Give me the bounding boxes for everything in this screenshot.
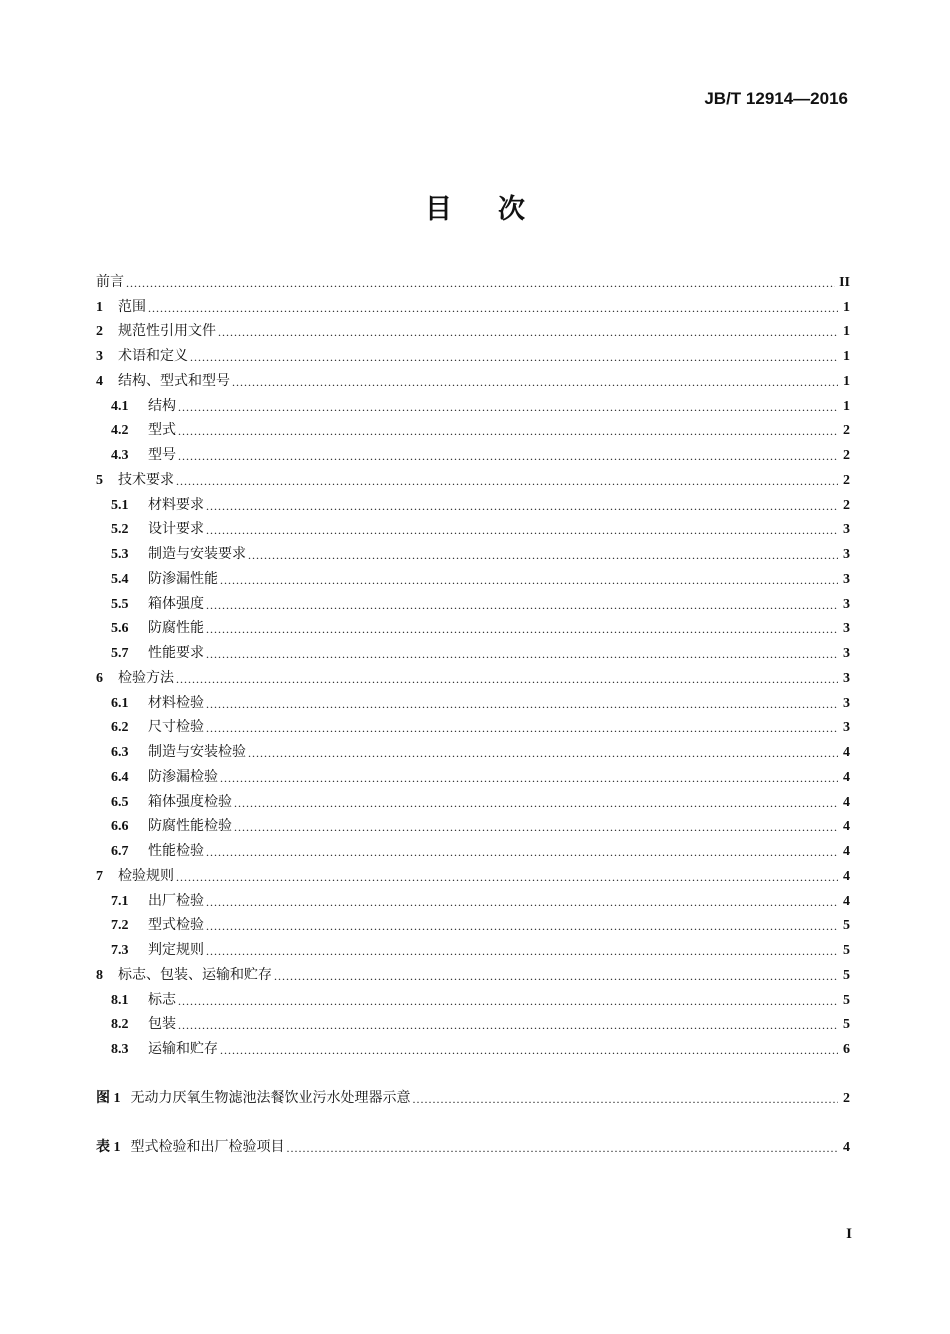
dot-leader bbox=[220, 573, 838, 588]
toc-entry[interactable] bbox=[96, 390, 850, 415]
toc-entry[interactable] bbox=[96, 415, 850, 440]
dot-leader bbox=[148, 301, 838, 316]
entry-page: 4 bbox=[843, 1140, 850, 1155]
entry-label: 前言 bbox=[96, 273, 124, 290]
entry-page: 5 bbox=[843, 918, 850, 934]
entry-page: 4 bbox=[843, 868, 850, 884]
entry-number: 7.3 bbox=[111, 943, 129, 958]
dot-leader bbox=[234, 796, 838, 811]
dot-leader bbox=[206, 919, 838, 934]
title-part-2: 次 bbox=[498, 194, 525, 225]
entry-page: 2 bbox=[843, 1091, 850, 1106]
entry-number: 5.1 bbox=[111, 497, 129, 513]
entry-number: 6.4 bbox=[111, 769, 129, 785]
entry-number: 5.6 bbox=[111, 621, 129, 637]
entry-label: 设计要求 bbox=[148, 521, 204, 538]
toc-entry[interactable] bbox=[96, 1033, 850, 1058]
dot-leader bbox=[178, 424, 838, 439]
entry-label: 检验方法 bbox=[118, 669, 174, 686]
entry-label: 出厂检验 bbox=[148, 892, 204, 909]
entry-number: 6.3 bbox=[111, 745, 129, 760]
entry-number: 6.6 bbox=[111, 819, 129, 835]
entry-number: 5 bbox=[96, 472, 103, 488]
entry-page: 1 bbox=[843, 349, 850, 364]
entry-page: 2 bbox=[843, 448, 850, 463]
entry-page: 4 bbox=[843, 893, 850, 909]
entry-label: 判定规则 bbox=[148, 942, 204, 958]
page-number: I bbox=[846, 1226, 852, 1242]
entry-number: 2 bbox=[96, 324, 103, 340]
toc-entry[interactable] bbox=[96, 1009, 850, 1034]
toc-entry[interactable] bbox=[96, 910, 850, 935]
entry-page: 5 bbox=[843, 992, 850, 1008]
dot-leader bbox=[126, 276, 835, 291]
entry-label: 包装 bbox=[148, 1016, 176, 1033]
entry-number: 7.1 bbox=[111, 893, 129, 909]
entry-page: 3 bbox=[843, 522, 850, 538]
toc-entry[interactable] bbox=[96, 885, 850, 910]
entry-page: 4 bbox=[843, 769, 850, 785]
entry-label: 型号 bbox=[148, 447, 176, 463]
toc-entry[interactable] bbox=[96, 514, 850, 539]
entry-number: 5.2 bbox=[111, 522, 129, 538]
entry-label: 性能要求 bbox=[148, 645, 204, 661]
entry-number: 3 bbox=[96, 349, 103, 364]
entry-label: 制造与安装检验 bbox=[148, 744, 246, 760]
entry-number: 4.2 bbox=[111, 423, 129, 439]
dot-leader bbox=[206, 944, 838, 959]
entry-number: 6.2 bbox=[111, 720, 129, 736]
toc-entry[interactable] bbox=[96, 934, 850, 959]
entry-page: 4 bbox=[843, 794, 850, 810]
entry-page: 3 bbox=[843, 695, 850, 711]
entry-number: 4.3 bbox=[111, 448, 129, 463]
entry-number: 6.5 bbox=[111, 794, 129, 810]
toc-entry[interactable] bbox=[96, 761, 850, 786]
toc-entry[interactable] bbox=[96, 811, 850, 836]
entry-number: 7.2 bbox=[111, 918, 129, 934]
toc-entry[interactable] bbox=[96, 1132, 850, 1156]
entry-number: 1 bbox=[96, 299, 103, 315]
entry-page: 1 bbox=[843, 324, 850, 340]
entry-label: 材料检验 bbox=[148, 694, 204, 711]
toc-entry[interactable] bbox=[96, 1083, 850, 1107]
entry-number: 4 bbox=[96, 373, 103, 389]
entry-page: 1 bbox=[843, 398, 850, 414]
entry-number: 8.3 bbox=[111, 1042, 129, 1057]
toc-entry[interactable] bbox=[96, 786, 850, 811]
entry-label: 结构 bbox=[148, 397, 176, 414]
toc-entry[interactable] bbox=[96, 712, 850, 737]
entry-page: 2 bbox=[843, 423, 850, 439]
entry-page: 3 bbox=[843, 720, 850, 736]
dot-leader bbox=[176, 672, 838, 687]
toc-entry[interactable] bbox=[96, 365, 850, 390]
dot-leader bbox=[248, 548, 838, 563]
dot-leader bbox=[248, 746, 838, 761]
entry-page: 6 bbox=[843, 1042, 850, 1057]
dot-leader bbox=[234, 820, 838, 835]
entry-label: 箱体强度 bbox=[148, 595, 204, 612]
entry-page: 4 bbox=[843, 819, 850, 835]
entry-page: 2 bbox=[843, 497, 850, 513]
dot-leader bbox=[413, 1092, 839, 1107]
dot-leader bbox=[190, 350, 838, 365]
entry-label: 型式检验和出厂检验项目 bbox=[130, 1139, 285, 1155]
table-of-contents bbox=[96, 266, 850, 1058]
dot-leader bbox=[287, 1141, 839, 1156]
entry-page: 3 bbox=[843, 571, 850, 587]
entry-label: 标志、包装、运输和贮存 bbox=[118, 966, 272, 983]
title-part-1: 目 bbox=[425, 194, 452, 225]
dot-leader bbox=[206, 845, 838, 860]
dot-leader bbox=[176, 870, 838, 885]
entry-label: 术语和定义 bbox=[118, 348, 188, 364]
toc-entry[interactable] bbox=[96, 984, 850, 1009]
dot-leader bbox=[206, 622, 838, 637]
entry-label: 箱体强度检验 bbox=[148, 793, 232, 810]
dot-leader bbox=[274, 969, 838, 984]
entry-label: 防渗漏性能 bbox=[148, 570, 218, 587]
entry-page: 5 bbox=[843, 943, 850, 958]
entry-label: 技术要求 bbox=[118, 471, 174, 488]
toc-entry[interactable] bbox=[96, 489, 850, 514]
dot-leader bbox=[178, 400, 838, 415]
entry-prefix: 表 1 bbox=[96, 1140, 121, 1155]
entry-page: 3 bbox=[843, 547, 850, 562]
entry-number: 5.7 bbox=[111, 646, 129, 661]
entry-label: 防腐性能 bbox=[148, 620, 204, 637]
dot-leader bbox=[206, 598, 838, 613]
entry-page: 3 bbox=[843, 646, 850, 661]
dot-leader bbox=[232, 375, 838, 390]
entry-number: 8.2 bbox=[111, 1017, 129, 1033]
dot-leader bbox=[178, 994, 838, 1009]
toc-entry[interactable] bbox=[96, 439, 850, 464]
entry-page: 4 bbox=[843, 745, 850, 760]
entry-label: 范围 bbox=[118, 298, 146, 315]
toc-entry[interactable] bbox=[96, 860, 850, 885]
entry-page: 1 bbox=[843, 373, 850, 389]
dot-leader bbox=[176, 474, 838, 489]
entry-label: 防渗漏检验 bbox=[148, 768, 218, 785]
entry-label: 运输和贮存 bbox=[148, 1041, 218, 1057]
entry-label: 型式 bbox=[148, 422, 176, 439]
entry-page: 5 bbox=[843, 1017, 850, 1033]
toc-entry[interactable] bbox=[96, 563, 850, 588]
entry-label: 材料要求 bbox=[148, 496, 204, 513]
entry-page: 4 bbox=[843, 844, 850, 859]
entry-label: 结构、型式和型号 bbox=[118, 372, 230, 389]
toc-entry[interactable] bbox=[96, 316, 850, 341]
entry-number: 7 bbox=[96, 868, 103, 884]
toc-entry[interactable] bbox=[96, 588, 850, 613]
dot-leader bbox=[178, 449, 838, 464]
standard-number: JB/T 12914—2016 bbox=[704, 89, 848, 108]
dot-leader bbox=[206, 647, 838, 662]
entry-page: 3 bbox=[843, 621, 850, 637]
toc-entry[interactable] bbox=[96, 613, 850, 638]
dot-leader bbox=[206, 895, 838, 910]
entry-label: 标志 bbox=[148, 991, 176, 1008]
dot-leader bbox=[206, 721, 838, 736]
entry-label: 型式检验 bbox=[148, 917, 204, 934]
dot-leader bbox=[178, 1018, 838, 1033]
entry-label: 尺寸检验 bbox=[148, 719, 204, 736]
dot-leader bbox=[218, 325, 838, 340]
toc-entry[interactable] bbox=[96, 340, 850, 365]
entry-label: 检验规则 bbox=[118, 867, 174, 884]
entry-number: 6 bbox=[96, 670, 103, 686]
entry-page: 1 bbox=[843, 299, 850, 315]
entry-number: 8.1 bbox=[111, 992, 129, 1008]
entry-number: 8 bbox=[96, 967, 103, 983]
dot-leader bbox=[206, 523, 838, 538]
entry-number: 5.3 bbox=[111, 547, 129, 562]
toc-entry[interactable] bbox=[96, 662, 850, 687]
entry-number: 5.5 bbox=[111, 596, 129, 612]
entry-number: 5.4 bbox=[111, 571, 129, 587]
toc-entry[interactable] bbox=[96, 959, 850, 984]
toc-entry[interactable] bbox=[96, 291, 850, 316]
entry-label: 制造与安装要求 bbox=[148, 546, 246, 562]
toc-entry[interactable] bbox=[96, 464, 850, 489]
entry-label: 性能检验 bbox=[148, 843, 204, 859]
entry-page: 2 bbox=[843, 472, 850, 488]
page-title bbox=[0, 187, 950, 226]
dot-leader bbox=[206, 499, 838, 514]
toc-entry[interactable] bbox=[96, 736, 850, 761]
entry-label: 规范性引用文件 bbox=[118, 323, 216, 340]
toc-entry[interactable] bbox=[96, 637, 850, 662]
toc-entry[interactable] bbox=[96, 835, 850, 860]
entry-page: 3 bbox=[843, 596, 850, 612]
entry-prefix: 图 1 bbox=[96, 1091, 121, 1106]
dot-leader bbox=[220, 771, 838, 786]
entry-number: 4.1 bbox=[111, 398, 129, 414]
entry-number: 6.1 bbox=[111, 695, 129, 711]
entry-label: 无动力厌氧生物滤池法餐饮业污水处理器示意 bbox=[130, 1090, 411, 1106]
dot-leader bbox=[220, 1043, 838, 1058]
toc-entry[interactable] bbox=[96, 266, 850, 291]
table-list bbox=[96, 1132, 850, 1156]
entry-number: 6.7 bbox=[111, 844, 129, 859]
entry-label: 防腐性能检验 bbox=[148, 818, 232, 835]
dot-leader bbox=[206, 697, 838, 712]
toc-entry[interactable] bbox=[96, 538, 850, 563]
entry-page: 3 bbox=[843, 670, 850, 686]
toc-entry[interactable] bbox=[96, 687, 850, 712]
figure-list bbox=[96, 1083, 850, 1107]
entry-page: 5 bbox=[843, 967, 850, 983]
entry-page: II bbox=[839, 274, 850, 290]
